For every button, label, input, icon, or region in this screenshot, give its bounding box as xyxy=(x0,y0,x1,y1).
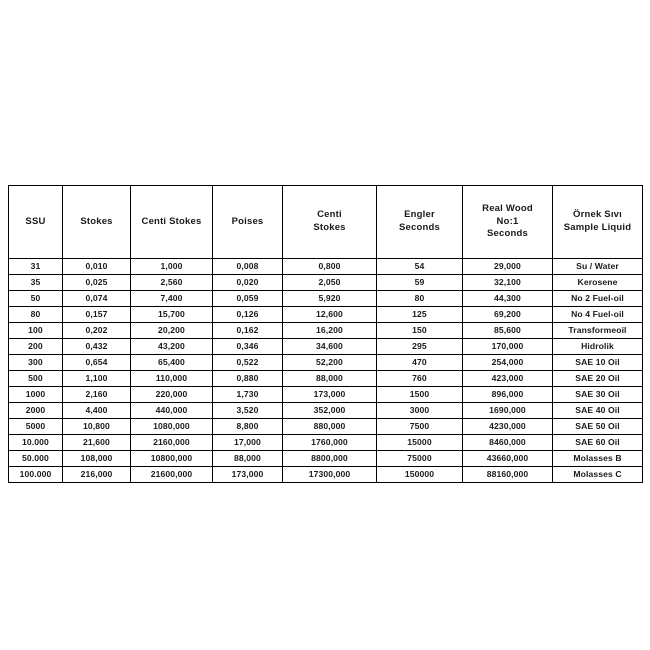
table-cell: 80 xyxy=(9,307,63,323)
column-header-line: SSU xyxy=(25,215,46,227)
viscosity-table-container xyxy=(8,185,642,483)
table-cell: 2,050 xyxy=(283,275,377,291)
table-cell: 150000 xyxy=(377,467,463,483)
table-cell: 7500 xyxy=(377,419,463,435)
table-cell: 1,100 xyxy=(63,371,131,387)
table-cell: SAE 60 Oil xyxy=(553,435,643,451)
column-header-line: Sample Liquid xyxy=(563,222,632,233)
table-cell: 2000 xyxy=(9,403,63,419)
table-cell: 0,008 xyxy=(213,259,283,275)
table-cell: 20,200 xyxy=(131,323,213,339)
table-cell: 1,730 xyxy=(213,387,283,403)
table-cell: 0,074 xyxy=(63,291,131,307)
table-cell: 7,400 xyxy=(131,291,213,307)
column-header-line: Engler xyxy=(404,209,435,221)
table-cell: 0,126 xyxy=(213,307,283,323)
table-cell: 254,000 xyxy=(463,355,553,371)
table-cell: 21,600 xyxy=(63,435,131,451)
table-cell: Hidrolik xyxy=(553,339,643,355)
table-cell: 100 xyxy=(9,323,63,339)
table-row xyxy=(9,355,643,371)
table-row xyxy=(9,387,643,403)
table-cell: Molasses C xyxy=(553,467,643,483)
table-cell: 88,000 xyxy=(283,371,377,387)
table-cell: Transformeoil xyxy=(553,323,643,339)
table-cell: SAE 10 Oil xyxy=(553,355,643,371)
table-cell: 0,432 xyxy=(63,339,131,355)
table-cell: No 4 Fuel-oil xyxy=(553,307,643,323)
column-header-line: Stokes xyxy=(80,215,113,227)
table-cell: 0,025 xyxy=(63,275,131,291)
table-cell: 52,200 xyxy=(283,355,377,371)
table-cell: 44,300 xyxy=(463,291,553,307)
column-header-6 xyxy=(463,186,553,259)
table-header xyxy=(9,186,643,259)
column-header-5 xyxy=(377,186,463,259)
column-header-1 xyxy=(63,186,131,259)
table-cell: 8800,000 xyxy=(283,451,377,467)
table-cell: SAE 50 Oil xyxy=(553,419,643,435)
table-cell: 2160,000 xyxy=(131,435,213,451)
table-cell: 1760,000 xyxy=(283,435,377,451)
table-row xyxy=(9,259,643,275)
table-cell: 75000 xyxy=(377,451,463,467)
table-cell: 50 xyxy=(9,291,63,307)
table-cell: 423,000 xyxy=(463,371,553,387)
table-row xyxy=(9,275,643,291)
viscosity-conversion-table xyxy=(8,185,643,483)
table-cell: 352,000 xyxy=(283,403,377,419)
table-cell: 760 xyxy=(377,371,463,387)
table-cell: 173,000 xyxy=(213,467,283,483)
table-row xyxy=(9,323,643,339)
table-cell: Kerosene xyxy=(553,275,643,291)
table-cell: 17,000 xyxy=(213,435,283,451)
table-cell: 31 xyxy=(9,259,63,275)
table-cell: 0,157 xyxy=(63,307,131,323)
table-cell: 8460,000 xyxy=(463,435,553,451)
table-cell: 0,162 xyxy=(213,323,283,339)
table-cell: Su / Water xyxy=(553,259,643,275)
table-header-row xyxy=(9,186,643,259)
table-cell: 54 xyxy=(377,259,463,275)
table-cell: 5000 xyxy=(9,419,63,435)
table-cell: 4,400 xyxy=(63,403,131,419)
table-cell: 0,522 xyxy=(213,355,283,371)
table-cell: 0,654 xyxy=(63,355,131,371)
table-cell: 880,000 xyxy=(283,419,377,435)
table-cell: 5,920 xyxy=(283,291,377,307)
table-row xyxy=(9,435,643,451)
table-cell: 32,100 xyxy=(463,275,553,291)
table-cell: 173,000 xyxy=(283,387,377,403)
table-cell: 0,202 xyxy=(63,323,131,339)
table-cell: 10,800 xyxy=(63,419,131,435)
table-cell: 108,000 xyxy=(63,451,131,467)
column-header-line: Real Wood xyxy=(482,202,533,214)
table-cell: 3000 xyxy=(377,403,463,419)
table-row xyxy=(9,419,643,435)
column-header-line: Centi Stokes xyxy=(141,215,202,227)
table-cell: 170,000 xyxy=(463,339,553,355)
table-cell: 88160,000 xyxy=(463,467,553,483)
table-cell: 29,000 xyxy=(463,259,553,275)
table-cell: 0,800 xyxy=(283,259,377,275)
table-row xyxy=(9,451,643,467)
table-cell: 10800,000 xyxy=(131,451,213,467)
table-cell: 8,800 xyxy=(213,419,283,435)
table-cell: 0,346 xyxy=(213,339,283,355)
table-cell: 0,880 xyxy=(213,371,283,387)
table-cell: Molasses B xyxy=(553,451,643,467)
table-cell: 50.000 xyxy=(9,451,63,467)
column-header-line: Seconds xyxy=(399,222,440,233)
table-cell: 110,000 xyxy=(131,371,213,387)
table-cell: 200 xyxy=(9,339,63,355)
table-row xyxy=(9,307,643,323)
table-row xyxy=(9,339,643,355)
table-cell: 470 xyxy=(377,355,463,371)
table-cell: 21600,000 xyxy=(131,467,213,483)
table-cell: 300 xyxy=(9,355,63,371)
table-cell: 440,000 xyxy=(131,403,213,419)
table-cell: 69,200 xyxy=(463,307,553,323)
table-cell: 1500 xyxy=(377,387,463,403)
column-header-4 xyxy=(283,186,377,259)
column-header-line: Centi xyxy=(317,209,342,221)
table-row xyxy=(9,371,643,387)
table-cell: 80 xyxy=(377,291,463,307)
table-cell: 12,600 xyxy=(283,307,377,323)
table-cell: 85,600 xyxy=(463,323,553,339)
table-cell: 16,200 xyxy=(283,323,377,339)
table-cell: 125 xyxy=(377,307,463,323)
table-cell: 2,160 xyxy=(63,387,131,403)
table-cell: 100.000 xyxy=(9,467,63,483)
column-header-7 xyxy=(553,186,643,259)
table-row xyxy=(9,467,643,483)
column-header-line: Stokes xyxy=(313,222,346,233)
table-cell: 15,700 xyxy=(131,307,213,323)
table-cell: 1000 xyxy=(9,387,63,403)
table-cell: 500 xyxy=(9,371,63,387)
table-cell: 2,560 xyxy=(131,275,213,291)
column-header-2 xyxy=(131,186,213,259)
table-cell: 88,000 xyxy=(213,451,283,467)
table-cell: 1080,000 xyxy=(131,419,213,435)
table-cell: 150 xyxy=(377,323,463,339)
table-cell: SAE 40 Oil xyxy=(553,403,643,419)
table-cell: 295 xyxy=(377,339,463,355)
table-body xyxy=(9,259,643,483)
table-cell: 65,400 xyxy=(131,355,213,371)
table-cell: 216,000 xyxy=(63,467,131,483)
table-row xyxy=(9,291,643,307)
column-header-line: Örnek Sıvı xyxy=(573,209,622,221)
table-cell: 1690,000 xyxy=(463,403,553,419)
column-header-3 xyxy=(213,186,283,259)
column-header-line: Seconds xyxy=(487,228,528,240)
column-header-line: No:1 xyxy=(496,215,519,227)
table-cell: 17300,000 xyxy=(283,467,377,483)
table-cell: 896,000 xyxy=(463,387,553,403)
table-cell: 1,000 xyxy=(131,259,213,275)
table-cell: 35 xyxy=(9,275,63,291)
table-cell: 15000 xyxy=(377,435,463,451)
table-cell: 34,600 xyxy=(283,339,377,355)
table-cell: 0,010 xyxy=(63,259,131,275)
table-cell: 0,059 xyxy=(213,291,283,307)
table-row xyxy=(9,403,643,419)
table-cell: SAE 30 Oil xyxy=(553,387,643,403)
table-cell: 59 xyxy=(377,275,463,291)
table-cell: 43660,000 xyxy=(463,451,553,467)
table-cell: No 2 Fuel-oil xyxy=(553,291,643,307)
table-cell: SAE 20 Oil xyxy=(553,371,643,387)
table-cell: 4230,000 xyxy=(463,419,553,435)
table-cell: 10.000 xyxy=(9,435,63,451)
table-cell: 43,200 xyxy=(131,339,213,355)
column-header-0 xyxy=(9,186,63,259)
table-cell: 220,000 xyxy=(131,387,213,403)
table-cell: 3,520 xyxy=(213,403,283,419)
table-cell: 0,020 xyxy=(213,275,283,291)
column-header-line: Poises xyxy=(231,215,264,227)
